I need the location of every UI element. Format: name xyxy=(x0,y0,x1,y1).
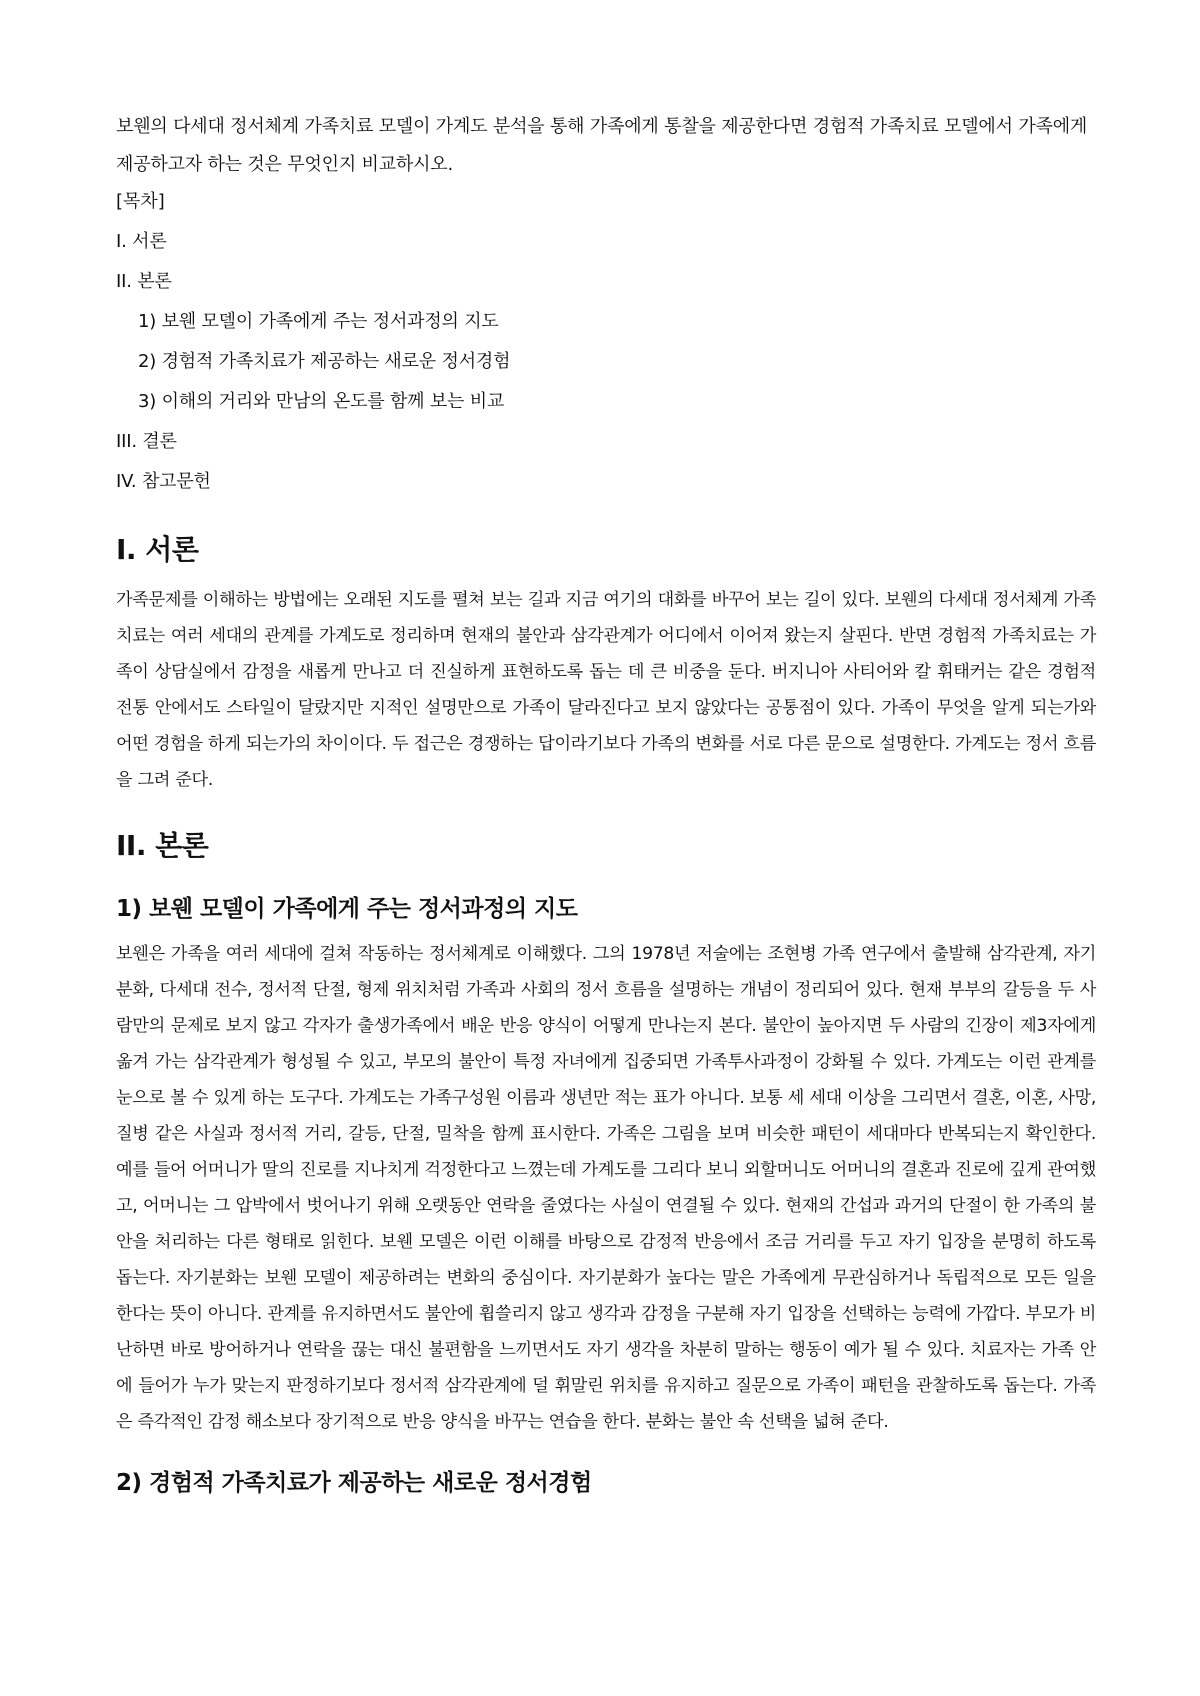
toc-item-body-3: 3) 이해의 거리와 만남의 온도를 함께 보는 비교 xyxy=(138,391,505,412)
body-subheading-1: 1) 보웬 모델이 가족에게 주는 정서과정의 지도 xyxy=(116,896,578,922)
assignment-question: 보웬의 다세대 정서체계 가족치료 모델이 가계도 분석을 통해 가족에게 통찰을 제공한다면 경험적 가족치료 모델에서 가족에게 제공하고자 하는 것은 무엇인지 비교하시오. xyxy=(116,116,1088,175)
intro-paragraph: 가족문제를 이해하는 방법에는 오래된 지도를 펼쳐 보는 길과 지금 여기의 대화를 바꾸어 보는 길이 있다. 보웬의 다세대 정서체계 가족치료는 여러 세대의 관계를 가계도로 정리하며 현재의 불안과 삼각관계가 어디에서 이어져 왔는지 살핀다. 반면 경험적 가족치료는 가족이 상담실에서 감정을 새롭게 만나고 더 진실하게 표현하도록 돕는 데 큰 비중을 둔다. 버지니아 사티어와 칼 휘태커는 같은 경험적 전통 안에서도 스타일이 달랐지만 지적인 설명만으로 가족이 달라진다고 보지 않았다는 공통점이 있다. 가족이 무엇을 알게 되는가와 어떤 경험을 하게 되는가의 차이이다. 두 접근은 경쟁하는 답이라기보다 가족의 변화를 서로 다른 문으로 설명한다. 가계도는 정서 흐름을 그려 준다. xyxy=(116,590,1096,790)
toc-heading: [목차] xyxy=(116,191,165,212)
toc-item-intro: I. 서론 xyxy=(116,231,167,252)
body-paragraph-1: 보웬은 가족을 여러 세대에 걸쳐 작동하는 정서체계로 이해했다. 그의 1978년 저술에는 조현병 가족 연구에서 출발해 삼각관계, 자기분화, 다세대 전수, 정서적 단절, 형제 위치처럼 가족과 사회의 정서 흐름을 설명하는 개념이 정리되어 있다. 현재 부부의 갈등을 두 사람만의 문제로 보지 않고 각자가 출생가족에서 배운 반응 양식이 어떻게 만나는지 본다. 불안이 높아지면 두 사람의 긴장이 제3자에게 옮겨 가는 삼각관계가 형성될 수 있고, 부모의 불안이 특정 자녀에게 집중되면 가족투사과정이 강화될 수 있다. 가계도는 이런 관계를 눈으로 볼 수 있게 하는 도구다. 가계도는 가족구성원 이름과 생년만 적는 표가 아니다. 보통 세 세대 이상을 그리면서 결혼, 이혼, 사망, 질병 같은 사실과 정서적 거리, 갈등, 단절, 밀착을 함께 표시한다. 가족은 그림을 보며 비슷한 패턴이 세대마다 반복되는지 확인한다. 예를 들어 어머니가 딸의 진로를 지나치게 걱정한다고 느꼈는데 가계도를 그리다 보니 외할머니도 어머니의 결혼과 진로에 깊게 관여했고, 어머니는 그 압박에서 벗어나기 위해 오랫동안 연락을 줄였다는 사실이 연결될 수 있다. 현재의 간섭과 과거의 단절이 한 가족의 불안을 처리하는 다른 형태로 읽힌다. 보웬 모델은 이런 이해를 바탕으로 감정적 반응에서 조금 거리를 두고 자기 입장을 분명히 하도록 돕는다. 자기분화는 보웬 모델이 제공하려는 변화의 중심이다. 자기분화가 높다는 말은 가족에게 무관심하거나 독립적으로 모든 일을 한다는 뜻이 아니다. 관계를 유지하면서도 불안에 휩쓸리지 않고 생각과 감정을 구분해 자기 입장을 선택하는 능력에 가깝다. 부모가 비난하면 바로 방어하거나 연락을 끊는 대신 불편함을 느끼면서도 자기 생각을 차분히 말하는 행동이 예가 될 수 있다. 치료자는 가족 안에 들어가 누가 맞는지 판정하기보다 정서적 삼각관계에 덜 휘말린 위치를 유지하고 질문으로 가족이 패턴을 관찰하도록 돕는다. 가족은 즉각적인 감정 해소보다 장기적으로 반응 양식을 바꾸는 연습을 한다. 분화는 불안 속 선택을 넓혀 준다. xyxy=(116,944,1096,1432)
body-subheading-2: 2) 경험적 가족치료가 제공하는 새로운 정서경험 xyxy=(116,1470,592,1496)
toc-item-body-1: 1) 보웬 모델이 가족에게 주는 정서과정의 지도 xyxy=(138,311,499,332)
intro-heading: I. 서론 xyxy=(116,533,199,566)
toc-item-references: IV. 참고문헌 xyxy=(116,471,211,492)
toc-item-body-2: 2) 경험적 가족치료가 제공하는 새로운 정서경험 xyxy=(138,351,511,372)
toc-item-conclusion: III. 결론 xyxy=(116,431,177,452)
table-of-contents xyxy=(116,230,1096,510)
body-heading: II. 본론 xyxy=(116,829,209,862)
toc-item-body: II. 본론 xyxy=(116,271,172,292)
